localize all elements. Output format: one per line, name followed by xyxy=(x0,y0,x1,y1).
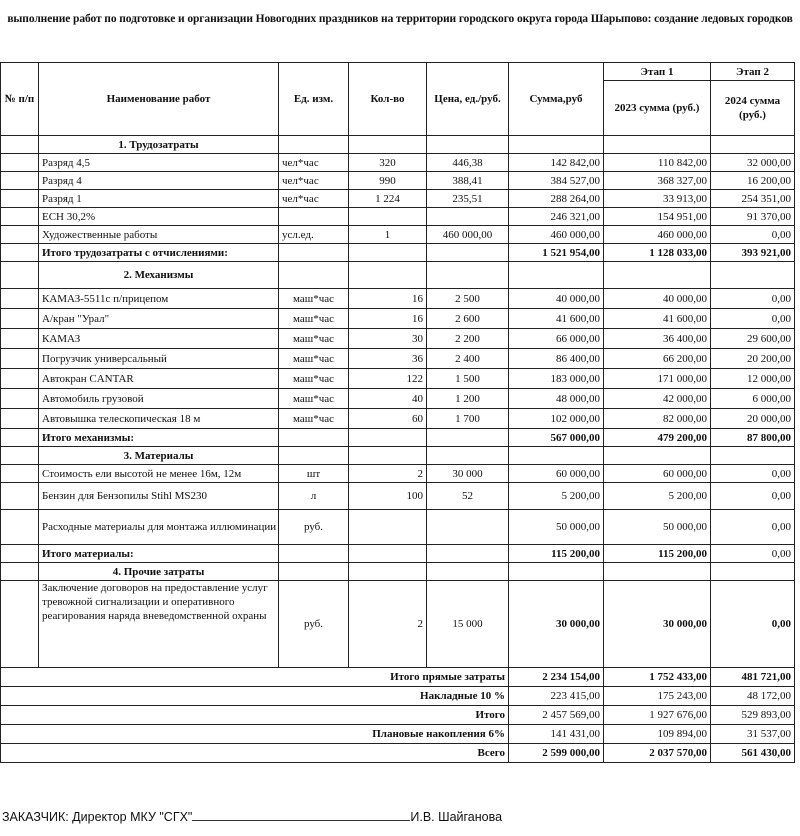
row-num xyxy=(1,136,39,154)
row-num xyxy=(1,369,39,389)
qty-cell: 100 xyxy=(349,483,427,510)
price-cell: 2 600 xyxy=(427,309,509,329)
row-num xyxy=(1,262,39,289)
total-sum-2024: 393 921,00 xyxy=(711,244,795,262)
empty-cell xyxy=(427,545,509,563)
sum-2024-cell: 0,00 xyxy=(711,309,795,329)
row-num xyxy=(1,465,39,483)
empty-cell xyxy=(349,244,427,262)
empty-cell xyxy=(604,262,711,289)
sum-cell: 5 200,00 xyxy=(509,483,604,510)
summary-label: Итого xyxy=(1,706,509,725)
unit-cell: шт xyxy=(279,465,349,483)
summary-sum-2023: 1 752 433,00 xyxy=(604,668,711,687)
sum-cell: 66 000,00 xyxy=(509,329,604,349)
empty-cell xyxy=(427,447,509,465)
section-total-row xyxy=(1,429,795,447)
empty-cell xyxy=(711,447,795,465)
price-cell xyxy=(427,510,509,545)
summary-sum-2024: 481 721,00 xyxy=(711,668,795,687)
section-total-row xyxy=(1,545,795,563)
table-row xyxy=(1,409,795,429)
total-sum-2024: 0,00 xyxy=(711,545,795,563)
sum-2023-cell: 82 000,00 xyxy=(604,409,711,429)
qty-cell: 60 xyxy=(349,409,427,429)
empty-cell xyxy=(349,447,427,465)
summary-row xyxy=(1,668,795,687)
sum-cell: 183 000,00 xyxy=(509,369,604,389)
empty-cell xyxy=(427,429,509,447)
empty-cell xyxy=(349,545,427,563)
unit-cell: маш*час xyxy=(279,369,349,389)
summary-sum-2023: 109 894,00 xyxy=(604,725,711,744)
header-num: № п/п xyxy=(1,63,39,136)
qty-cell: 320 xyxy=(349,154,427,172)
sum-2023-cell: 50 000,00 xyxy=(604,510,711,545)
row-num xyxy=(1,510,39,545)
summary-label: Плановые накопления 6% xyxy=(1,725,509,744)
signature-line xyxy=(192,808,410,821)
sum-cell: 60 000,00 xyxy=(509,465,604,483)
section-header-row xyxy=(1,136,795,154)
total-sum-2023: 115 200,00 xyxy=(604,545,711,563)
row-num xyxy=(1,581,39,668)
sum-2023-cell: 110 842,00 xyxy=(604,154,711,172)
sum-2024-cell: 0,00 xyxy=(711,483,795,510)
qty-cell: 2 xyxy=(349,581,427,668)
unit-cell: маш*час xyxy=(279,389,349,409)
header-name: Наименование работ xyxy=(39,63,279,136)
total-label: Итого механизмы: xyxy=(39,429,279,447)
empty-cell xyxy=(509,447,604,465)
header-sum: Сумма,руб xyxy=(509,63,604,136)
empty-cell xyxy=(279,563,349,581)
table-row xyxy=(1,226,795,244)
header-stage2: Этап 2 xyxy=(711,63,795,81)
unit-cell: чел*час xyxy=(279,190,349,208)
work-name: Автокран CANTAR xyxy=(39,369,279,389)
summary-row xyxy=(1,725,795,744)
table-row xyxy=(1,581,795,668)
header-sum-2024: 2024 сумма (руб.) xyxy=(711,81,795,136)
qty-cell: 40 xyxy=(349,389,427,409)
work-name: Художественные работы xyxy=(39,226,279,244)
empty-cell xyxy=(604,447,711,465)
sum-cell: 384 527,00 xyxy=(509,172,604,190)
sum-cell: 41 600,00 xyxy=(509,309,604,329)
qty-cell: 16 xyxy=(349,309,427,329)
summary-sum-2023: 1 927 676,00 xyxy=(604,706,711,725)
qty-cell: 2 xyxy=(349,465,427,483)
table-row xyxy=(1,329,795,349)
sum-2024-cell: 254 351,00 xyxy=(711,190,795,208)
row-num xyxy=(1,289,39,309)
empty-cell xyxy=(279,262,349,289)
sum-2024-cell: 32 000,00 xyxy=(711,154,795,172)
header-sum-2023: 2023 сумма (руб.) xyxy=(604,81,711,136)
summary-row xyxy=(1,744,795,763)
work-name: Погрузчик универсальный xyxy=(39,349,279,369)
price-cell: 2 400 xyxy=(427,349,509,369)
sum-cell: 288 264,00 xyxy=(509,190,604,208)
work-name: ЕСН 30,2% xyxy=(39,208,279,226)
row-num xyxy=(1,483,39,510)
qty-cell: 16 xyxy=(349,289,427,309)
section-title: 2. Механизмы xyxy=(39,262,279,289)
row-num xyxy=(1,172,39,190)
price-cell: 235,51 xyxy=(427,190,509,208)
summary-sum: 141 431,00 xyxy=(509,725,604,744)
table-row xyxy=(1,369,795,389)
work-name: Стоимость ели высотой не менее 16м, 12м xyxy=(39,465,279,483)
qty-cell: 122 xyxy=(349,369,427,389)
sum-cell: 40 000,00 xyxy=(509,289,604,309)
row-num xyxy=(1,409,39,429)
header-qty: Кол-во xyxy=(349,63,427,136)
section-header-row xyxy=(1,563,795,581)
empty-cell xyxy=(349,429,427,447)
unit-cell: маш*час xyxy=(279,329,349,349)
sum-cell: 48 000,00 xyxy=(509,389,604,409)
sum-cell: 246 321,00 xyxy=(509,208,604,226)
row-num xyxy=(1,389,39,409)
sum-cell: 86 400,00 xyxy=(509,349,604,369)
unit-cell: маш*час xyxy=(279,349,349,369)
customer-label: ЗАКАЗЧИК: Директор МКУ "СГХ" xyxy=(2,810,193,824)
total-label: Итого трудозатраты с отчислениями: xyxy=(39,244,279,262)
empty-cell xyxy=(427,244,509,262)
table-row xyxy=(1,190,795,208)
empty-cell xyxy=(349,136,427,154)
price-cell: 2 500 xyxy=(427,289,509,309)
work-name: Заключение договоров на предоставление услуг тревожной сигнализации и оперативного реагирования наряда вневедомственной охраны xyxy=(39,581,279,668)
price-cell: 388,41 xyxy=(427,172,509,190)
table-row xyxy=(1,309,795,329)
sum-2024-cell: 0,00 xyxy=(711,581,795,668)
sum-2024-cell: 0,00 xyxy=(711,226,795,244)
empty-cell xyxy=(349,563,427,581)
table-row xyxy=(1,208,795,226)
sum-2023-cell: 40 000,00 xyxy=(604,289,711,309)
price-cell: 15 000 xyxy=(427,581,509,668)
empty-cell xyxy=(509,563,604,581)
header-stage1: Этап 1 xyxy=(604,63,711,81)
sum-2023-cell: 42 000,00 xyxy=(604,389,711,409)
work-name: КАМАЗ xyxy=(39,329,279,349)
qty-cell xyxy=(349,510,427,545)
price-cell: 1 200 xyxy=(427,389,509,409)
total-sum-2023: 1 128 033,00 xyxy=(604,244,711,262)
summary-row xyxy=(1,687,795,706)
section-total-row xyxy=(1,244,795,262)
sum-cell: 142 842,00 xyxy=(509,154,604,172)
sum-2024-cell: 0,00 xyxy=(711,289,795,309)
work-name: Бензин для Бензопилы Stihl MS230 xyxy=(39,483,279,510)
section-title: 3. Материалы xyxy=(39,447,279,465)
section-title: 1. Трудозатраты xyxy=(39,136,279,154)
empty-cell xyxy=(711,262,795,289)
table-row xyxy=(1,465,795,483)
total-sum: 567 000,00 xyxy=(509,429,604,447)
sum-2023-cell: 66 200,00 xyxy=(604,349,711,369)
price-cell: 52 xyxy=(427,483,509,510)
work-name: КАМАЗ-5511с п/прицепом xyxy=(39,289,279,309)
empty-cell xyxy=(427,262,509,289)
work-name: Автомобиль грузовой xyxy=(39,389,279,409)
summary-sum-2024: 561 430,00 xyxy=(711,744,795,763)
price-cell: 1 500 xyxy=(427,369,509,389)
sum-2024-cell: 0,00 xyxy=(711,465,795,483)
header-row-top xyxy=(1,63,795,81)
summary-sum: 2 457 569,00 xyxy=(509,706,604,725)
summary-sum-2024: 529 893,00 xyxy=(711,706,795,725)
work-name: Разряд 4 xyxy=(39,172,279,190)
table-row xyxy=(1,483,795,510)
price-cell: 1 700 xyxy=(427,409,509,429)
sum-2023-cell: 60 000,00 xyxy=(604,465,711,483)
total-sum-2024: 87 800,00 xyxy=(711,429,795,447)
row-num xyxy=(1,154,39,172)
unit-cell: руб. xyxy=(279,510,349,545)
sum-2024-cell: 20 000,00 xyxy=(711,409,795,429)
row-num xyxy=(1,208,39,226)
table-row xyxy=(1,349,795,369)
price-cell xyxy=(427,208,509,226)
unit-cell xyxy=(279,208,349,226)
row-num xyxy=(1,349,39,369)
empty-cell xyxy=(349,262,427,289)
sum-2023-cell: 41 600,00 xyxy=(604,309,711,329)
sum-2024-cell: 6 000,00 xyxy=(711,389,795,409)
section-header-row xyxy=(1,447,795,465)
sum-2024-cell: 20 200,00 xyxy=(711,349,795,369)
document-title: выполнение работ по подготовке и организации Новогодних праздников на территории городского округа города Шарыпово: создание ледовых городков xyxy=(7,13,793,25)
summary-sum-2024: 31 537,00 xyxy=(711,725,795,744)
section-title: 4. Прочие затраты xyxy=(39,563,279,581)
summary-label: Всего xyxy=(1,744,509,763)
empty-cell xyxy=(711,563,795,581)
empty-cell xyxy=(427,563,509,581)
table-row xyxy=(1,172,795,190)
sum-2024-cell: 0,00 xyxy=(711,510,795,545)
table-row xyxy=(1,389,795,409)
total-sum: 1 521 954,00 xyxy=(509,244,604,262)
unit-cell: усл.ед. xyxy=(279,226,349,244)
summary-sum: 2 599 000,00 xyxy=(509,744,604,763)
qty-cell: 1 xyxy=(349,226,427,244)
empty-cell xyxy=(279,429,349,447)
qty-cell: 990 xyxy=(349,172,427,190)
sum-2023-cell: 33 913,00 xyxy=(604,190,711,208)
signer-name: И.В. Шайганова xyxy=(410,810,503,824)
sum-2023-cell: 171 000,00 xyxy=(604,369,711,389)
work-name: Автовышка телескопическая 18 м xyxy=(39,409,279,429)
empty-cell xyxy=(279,447,349,465)
table-row xyxy=(1,154,795,172)
unit-cell: маш*час xyxy=(279,309,349,329)
sum-2023-cell: 368 327,00 xyxy=(604,172,711,190)
empty-cell xyxy=(509,262,604,289)
price-cell: 2 200 xyxy=(427,329,509,349)
summary-sum: 2 234 154,00 xyxy=(509,668,604,687)
qty-cell: 36 xyxy=(349,349,427,369)
unit-cell: чел*час xyxy=(279,172,349,190)
row-num xyxy=(1,329,39,349)
section-header-row xyxy=(1,262,795,289)
unit-cell: маш*час xyxy=(279,289,349,309)
row-num xyxy=(1,563,39,581)
unit-cell: руб. xyxy=(279,581,349,668)
row-num xyxy=(1,244,39,262)
table-row xyxy=(1,289,795,309)
sum-cell: 102 000,00 xyxy=(509,409,604,429)
sum-2023-cell: 154 951,00 xyxy=(604,208,711,226)
row-num xyxy=(1,545,39,563)
signature-block xyxy=(2,808,502,824)
empty-cell xyxy=(279,136,349,154)
empty-cell xyxy=(279,545,349,563)
sum-cell: 460 000,00 xyxy=(509,226,604,244)
row-num xyxy=(1,309,39,329)
qty-cell: 30 xyxy=(349,329,427,349)
price-cell: 446,38 xyxy=(427,154,509,172)
total-label: Итого материалы: xyxy=(39,545,279,563)
sum-2024-cell: 29 600,00 xyxy=(711,329,795,349)
empty-cell xyxy=(604,136,711,154)
qty-cell xyxy=(349,208,427,226)
sum-2023-cell: 5 200,00 xyxy=(604,483,711,510)
sum-2023-cell: 30 000,00 xyxy=(604,581,711,668)
price-cell: 30 000 xyxy=(427,465,509,483)
summary-label: Итого прямые затраты xyxy=(1,668,509,687)
unit-cell: л xyxy=(279,483,349,510)
sum-2024-cell: 16 200,00 xyxy=(711,172,795,190)
summary-sum-2024: 48 172,00 xyxy=(711,687,795,706)
sum-2024-cell: 12 000,00 xyxy=(711,369,795,389)
price-cell: 460 000,00 xyxy=(427,226,509,244)
sum-2023-cell: 36 400,00 xyxy=(604,329,711,349)
empty-cell xyxy=(279,244,349,262)
row-num xyxy=(1,226,39,244)
empty-cell xyxy=(604,563,711,581)
table-row xyxy=(1,510,795,545)
total-sum-2023: 479 200,00 xyxy=(604,429,711,447)
unit-cell: чел*час xyxy=(279,154,349,172)
total-sum: 115 200,00 xyxy=(509,545,604,563)
summary-label: Накладные 10 % xyxy=(1,687,509,706)
empty-cell xyxy=(711,136,795,154)
work-name: Расходные материалы для монтажа иллюминации xyxy=(39,510,279,545)
unit-cell: маш*час xyxy=(279,409,349,429)
work-name: А/кран "Урал" xyxy=(39,309,279,329)
row-num xyxy=(1,190,39,208)
sum-2024-cell: 91 370,00 xyxy=(711,208,795,226)
qty-cell: 1 224 xyxy=(349,190,427,208)
summary-row xyxy=(1,706,795,725)
work-name: Разряд 1 xyxy=(39,190,279,208)
summary-sum-2023: 2 037 570,00 xyxy=(604,744,711,763)
row-num xyxy=(1,447,39,465)
row-num xyxy=(1,429,39,447)
estimate-table xyxy=(0,62,795,763)
sum-cell: 30 000,00 xyxy=(509,581,604,668)
sum-2023-cell: 460 000,00 xyxy=(604,226,711,244)
header-price: Цена, ед./руб. xyxy=(427,63,509,136)
empty-cell xyxy=(427,136,509,154)
empty-cell xyxy=(509,136,604,154)
sum-cell: 50 000,00 xyxy=(509,510,604,545)
summary-sum: 223 415,00 xyxy=(509,687,604,706)
work-name: Разряд 4,5 xyxy=(39,154,279,172)
summary-sum-2023: 175 243,00 xyxy=(604,687,711,706)
header-unit: Ед. изм. xyxy=(279,63,349,136)
